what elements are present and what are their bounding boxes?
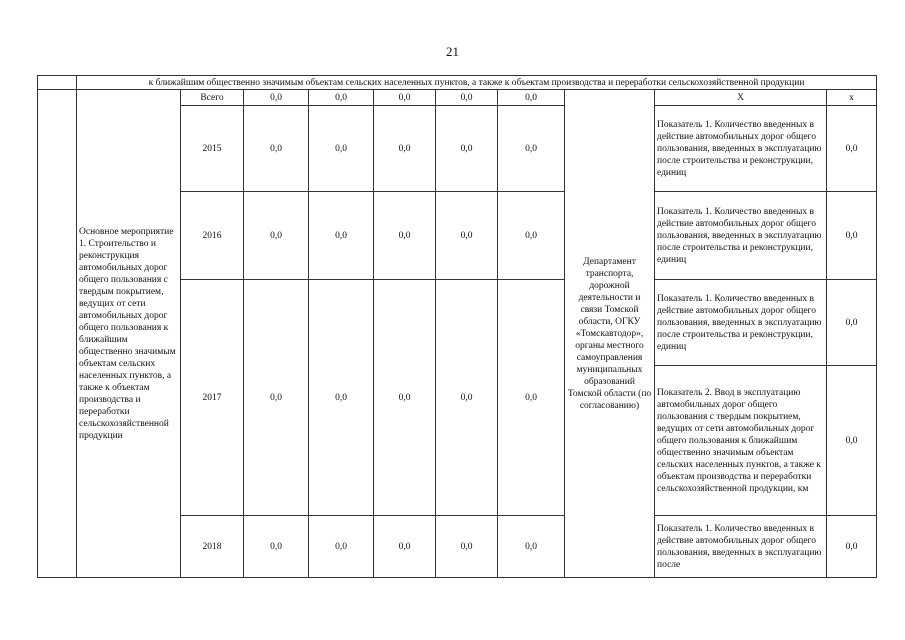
section-title: к ближайшим общественно значимым объектам сельских населенных пунктов, а также к объектам производства и переработки сельскохозяйственной продукции: [77, 76, 877, 90]
indicator-value: 0,0: [827, 280, 877, 366]
total-value: 0,0: [498, 90, 565, 106]
indicator-text: Показатель 1. Количество введенных в действие автомобильных дорог общего пользования, введенных в эксплуатацию после строительства и реконструкции, единиц: [655, 280, 827, 366]
value-cell: 0,0: [244, 280, 309, 516]
value-cell: 0,0: [436, 280, 498, 516]
indicator-value: 0,0: [827, 106, 877, 192]
item-number-cell: [38, 90, 77, 578]
value-cell: 0,0: [498, 106, 565, 192]
total-value: 0,0: [436, 90, 498, 106]
value-cell: 0,0: [436, 516, 498, 578]
year-cell: 2015: [181, 106, 244, 192]
total-row: [38, 90, 877, 106]
value-cell: 0,0: [309, 516, 374, 578]
page-number: 21: [446, 44, 459, 59]
value-cell: 0,0: [309, 106, 374, 192]
value-cell: 0,0: [374, 280, 436, 516]
total-label: Всего: [181, 90, 244, 106]
indicator-value: 0,0: [827, 516, 877, 578]
value-cell: 0,0: [374, 192, 436, 280]
value-cell: 0,0: [498, 516, 565, 578]
indicator-text: Показатель 1. Количество введенных в действие автомобильных дорог общего пользования, введенных в эксплуатацию после строительства и реконструкции, единиц: [655, 192, 827, 280]
value-cell: 0,0: [498, 192, 565, 280]
year-cell: 2017: [181, 280, 244, 516]
indicator-text: Показатель 1. Количество введенных в действие автомобильных дорог общего пользования, введенных в эксплуатацию после: [655, 516, 827, 578]
measure-name: Основное мероприятие 1. Строительство и реконструкция автомобильных дорог общего пользования с твердым покрытием, ведущих от сети автомобильных дорог общего пользования к ближайшим общественно значимым объектам сельских населенных пунктов, а также к объектам производства и переработки сельскохозяйственной продукции: [77, 90, 181, 578]
executor: Департамент транспорта, дорожной деятельности и связи Томской области, ОГКУ «Томскавтодор», органы местного самоуправления муниципальных образований Томской области (по согласованию): [565, 90, 655, 578]
total-value: 0,0: [374, 90, 436, 106]
value-cell: 0,0: [244, 192, 309, 280]
value-cell: 0,0: [309, 280, 374, 516]
value-cell: 0,0: [374, 106, 436, 192]
value-cell: 0,0: [498, 280, 565, 516]
indicator-value: 0,0: [827, 192, 877, 280]
value-cell: 0,0: [244, 516, 309, 578]
total-value: 0,0: [244, 90, 309, 106]
total-indicator-value: х: [827, 90, 877, 106]
indicator-text: Показатель 2. Ввод в эксплуатацию автомобильных дорог общего пользования с твердым покрытием, ведущих от сети автомобильных дорог общего пользования к ближайшим общественно значимым объектам сельских населенных пунктов, а также к объектам производства и переработки сельскохозяйственной продукции, км: [655, 366, 827, 516]
program-table: [37, 75, 877, 578]
section-title-row: [38, 76, 877, 90]
total-indicator: Х: [655, 90, 827, 106]
value-cell: 0,0: [374, 516, 436, 578]
value-cell: 0,0: [436, 106, 498, 192]
row-number-cell: [38, 76, 77, 90]
value-cell: 0,0: [436, 192, 498, 280]
total-value: 0,0: [309, 90, 374, 106]
value-cell: 0,0: [309, 192, 374, 280]
year-cell: 2016: [181, 192, 244, 280]
value-cell: 0,0: [244, 106, 309, 192]
indicator-value: 0,0: [827, 366, 877, 516]
indicator-text: Показатель 1. Количество введенных в действие автомобильных дорог общего пользования, введенных в эксплуатацию после строительства и реконструкции, единиц: [655, 106, 827, 192]
year-cell: 2018: [181, 516, 244, 578]
